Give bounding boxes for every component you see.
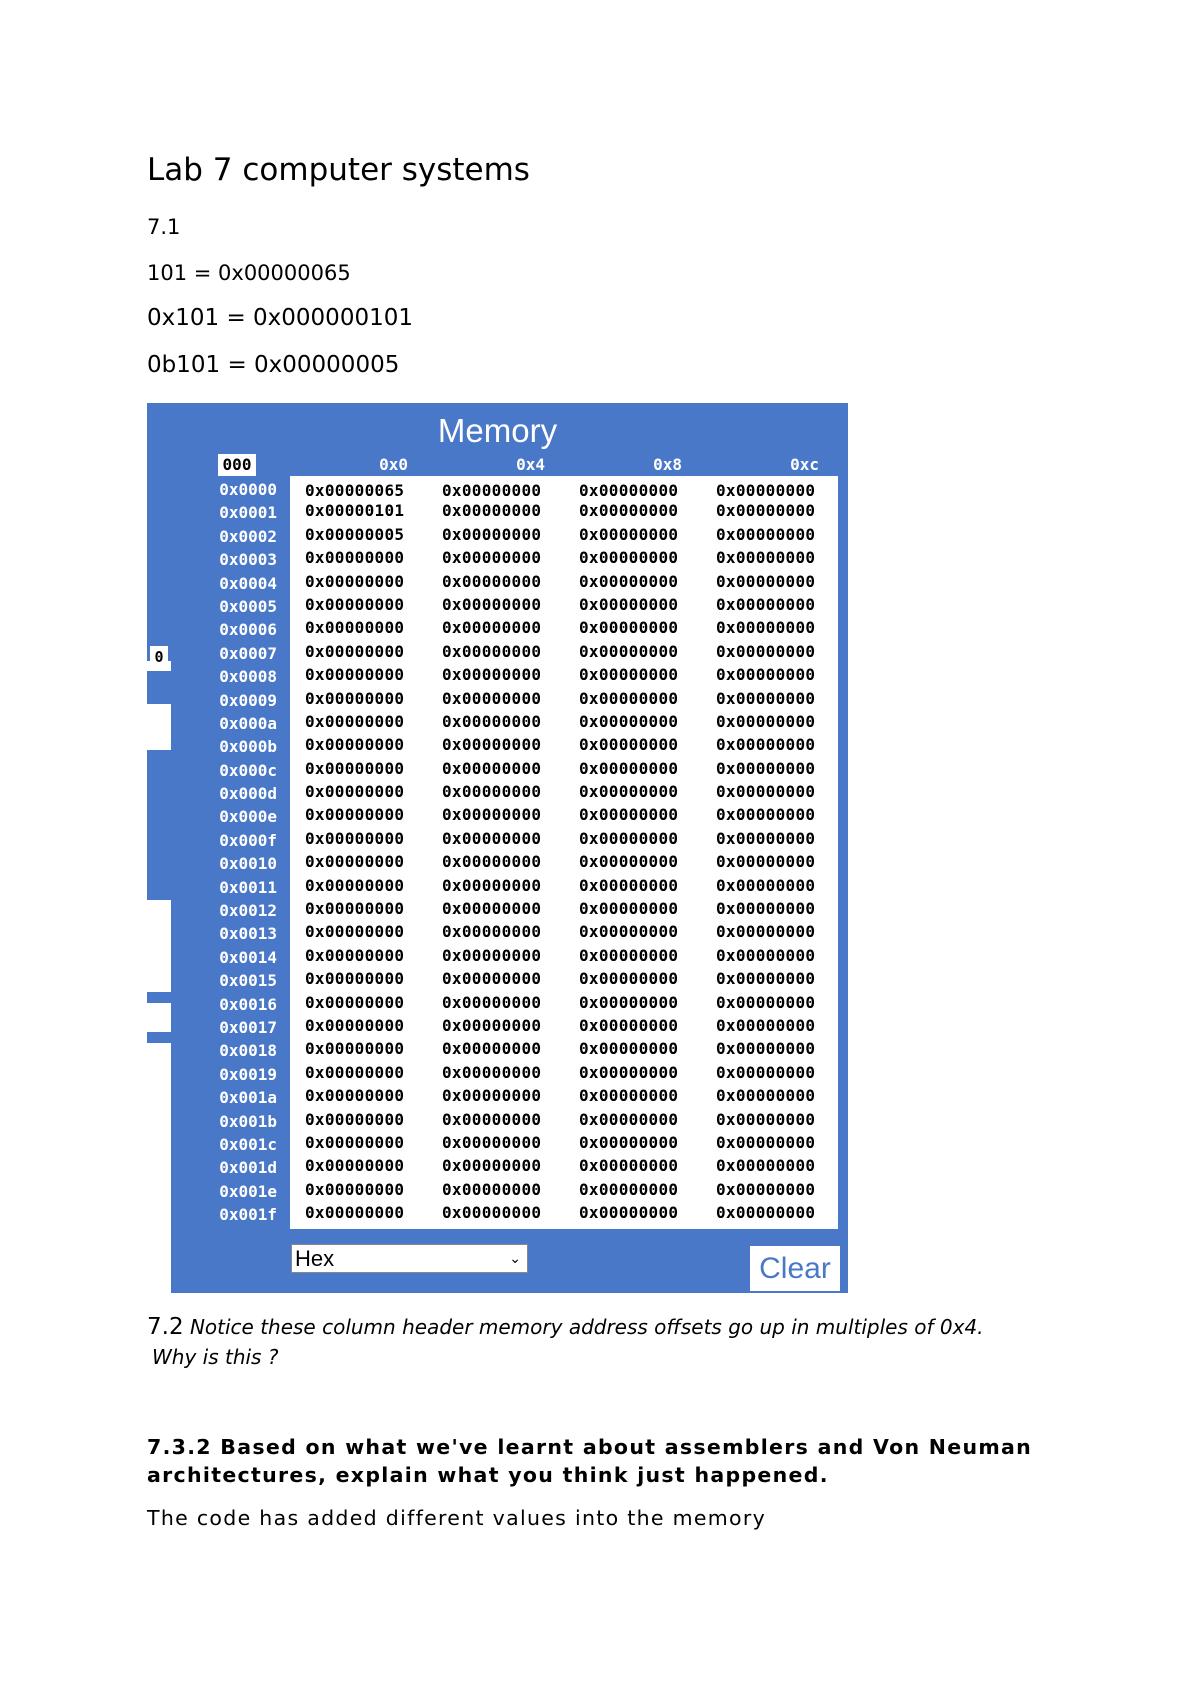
memory-cell[interactable]: 0x00000000: [579, 1062, 679, 1082]
memory-cell[interactable]: 0x00000000: [716, 735, 816, 755]
memory-cell[interactable]: 0x00000000: [442, 969, 542, 989]
memory-cell[interactable]: 0x00000101: [305, 501, 405, 521]
memory-cell[interactable]: 0x00000000: [716, 782, 816, 802]
memory-cell[interactable]: 0x00000000: [305, 665, 405, 685]
memory-cell[interactable]: 0x00000000: [305, 922, 405, 942]
row-address: 0x0002: [219, 526, 277, 546]
memory-cell[interactable]: 0x00000000: [716, 1109, 816, 1129]
memory-row: [290, 850, 838, 873]
memory-cell[interactable]: 0x00000000: [579, 875, 679, 895]
memory-cell[interactable]: 0x00000000: [305, 805, 405, 825]
memory-row: [290, 780, 838, 803]
memory-cell[interactable]: 0x00000000: [716, 852, 816, 872]
memory-cell[interactable]: 0x00000000: [442, 1109, 542, 1129]
memory-cell[interactable]: 0x00000000: [442, 852, 542, 872]
memory-row: [290, 991, 838, 1014]
memory-cell[interactable]: 0x00000000: [305, 1109, 405, 1129]
memory-cell[interactable]: 0x00000000: [442, 618, 542, 638]
memory-cell[interactable]: 0x00000000: [716, 945, 816, 965]
memory-row: [290, 499, 838, 522]
memory-row: [290, 757, 838, 780]
memory-row: [290, 640, 838, 663]
memory-cell[interactable]: 0x00000000: [579, 711, 679, 731]
row-address: 0x0009: [219, 690, 277, 710]
memory-cell[interactable]: 0x00000000: [716, 571, 816, 591]
memory-cell[interactable]: 0x00000000: [305, 828, 405, 848]
memory-cell[interactable]: 0x00000000: [579, 571, 679, 591]
memory-cell[interactable]: 0x00000000: [305, 735, 405, 755]
memory-row: [290, 897, 838, 920]
memory-panel: [147, 403, 848, 1293]
memory-cell[interactable]: 0x00000000: [442, 875, 542, 895]
row-address: 0x000d: [219, 784, 277, 804]
memory-cell[interactable]: 0x00000000: [716, 524, 816, 544]
memory-cell[interactable]: 0x00000000: [716, 828, 816, 848]
row-address: 0x001e: [219, 1181, 277, 1201]
column-header: 0x0: [379, 455, 408, 474]
row-address: 0x000f: [219, 830, 277, 850]
question-text-continued: Why is this ?: [152, 1345, 279, 1369]
memory-cell[interactable]: 0x00000000: [442, 805, 542, 825]
memory-cell[interactable]: 0x00000000: [579, 899, 679, 919]
document-title: Lab 7 computer systems: [147, 152, 530, 188]
memory-cell[interactable]: 0x00000000: [716, 594, 816, 614]
row-address: 0x0007: [219, 643, 277, 663]
memory-row: [290, 570, 838, 593]
memory-row: [290, 967, 838, 990]
row-address: 0x0015: [219, 971, 277, 991]
memory-cell[interactable]: 0x00000000: [579, 735, 679, 755]
conversion-line: 0b101 = 0x00000005: [147, 352, 400, 378]
memory-cell[interactable]: 0x00000000: [442, 922, 542, 942]
memory-cell[interactable]: 0x00000000: [716, 875, 816, 895]
left-margin-gap: [147, 1003, 171, 1032]
memory-cell[interactable]: 0x00000000: [305, 969, 405, 989]
memory-row: [290, 616, 838, 639]
memory-cell[interactable]: 0x00000000: [716, 618, 816, 638]
memory-cell[interactable]: 0x00000000: [305, 758, 405, 778]
column-header: 0x4: [516, 455, 545, 474]
memory-row: [290, 920, 838, 943]
memory-row: [290, 710, 838, 733]
row-address: 0x000b: [219, 737, 277, 757]
memory-cell[interactable]: 0x00000065: [305, 481, 405, 500]
conversion-line: 101 = 0x00000065: [147, 261, 351, 285]
memory-cell[interactable]: 0x00000000: [442, 992, 542, 1012]
question-7-3-2: 7.3.2 Based on what we've learnt about assemblers and Von Neuman architectures, explain what you think just happened.: [147, 1435, 1033, 1487]
format-select-value: Hex: [295, 1246, 335, 1271]
memory-cell[interactable]: 0x00000000: [442, 828, 542, 848]
row-address: 0x000a: [219, 713, 277, 733]
memory-cell[interactable]: 0x00000000: [716, 758, 816, 778]
memory-cell[interactable]: 0x00000000: [716, 1132, 816, 1152]
memory-cell[interactable]: 0x00000000: [305, 1086, 405, 1106]
memory-cell[interactable]: 0x00000000: [716, 992, 816, 1012]
column-header: 0xc: [790, 455, 819, 474]
memory-cell[interactable]: 0x00000000: [305, 594, 405, 614]
memory-cell[interactable]: 0x00000000: [716, 1179, 816, 1199]
memory-cell[interactable]: 0x00000000: [442, 501, 542, 521]
row-address: 0x001d: [219, 1158, 277, 1178]
memory-cell[interactable]: 0x00000000: [579, 688, 679, 708]
memory-row: [290, 944, 838, 967]
row-address: 0x0012: [219, 901, 277, 921]
memory-cell[interactable]: 0x00000000: [305, 1179, 405, 1199]
memory-cell[interactable]: 0x00000000: [716, 1156, 816, 1176]
memory-cell[interactable]: 0x00000000: [305, 1039, 405, 1059]
memory-row: [290, 593, 838, 616]
memory-cell[interactable]: 0x00000000: [579, 1109, 679, 1129]
memory-cell[interactable]: 0x00000000: [442, 1062, 542, 1082]
memory-cell[interactable]: 0x00000000: [442, 711, 542, 731]
memory-cell[interactable]: 0x00000000: [579, 548, 679, 568]
row-address: 0x0004: [219, 573, 277, 593]
memory-cell[interactable]: 0x00000000: [579, 481, 679, 500]
memory-cell[interactable]: 0x00000000: [305, 641, 405, 661]
memory-cell[interactable]: 0x00000000: [716, 481, 816, 500]
row-address: 0x0016: [219, 994, 277, 1014]
memory-row: [290, 1037, 838, 1060]
row-address: 0x0003: [219, 550, 277, 570]
row-address: 0x0018: [219, 1041, 277, 1061]
left-margin-gap: [147, 704, 171, 750]
memory-cell[interactable]: 0x00000000: [442, 1086, 542, 1106]
memory-cell[interactable]: 0x00000000: [305, 571, 405, 591]
row-address: 0x001f: [219, 1205, 277, 1225]
memory-cell[interactable]: 0x00000000: [442, 641, 542, 661]
memory-cell[interactable]: 0x00000000: [442, 548, 542, 568]
left-margin-gap: [147, 1043, 171, 1293]
memory-cell[interactable]: 0x00000000: [442, 1039, 542, 1059]
memory-cell[interactable]: 0x00000000: [579, 992, 679, 1012]
memory-cell[interactable]: 0x00000000: [305, 875, 405, 895]
memory-row: [290, 687, 838, 710]
row-address: 0x0019: [219, 1064, 277, 1084]
memory-cell[interactable]: 0x00000000: [579, 1203, 679, 1223]
question-7-2: [147, 1312, 1047, 1372]
memory-title: Memory: [437, 412, 558, 449]
memory-cell[interactable]: 0x00000000: [305, 852, 405, 872]
row-address: 0x001a: [219, 1088, 277, 1108]
memory-cell[interactable]: 0x00000000: [579, 805, 679, 825]
memory-cell[interactable]: 0x00000000: [442, 571, 542, 591]
memory-row: [290, 546, 838, 569]
memory-cell[interactable]: 0x00000000: [716, 969, 816, 989]
memory-cell[interactable]: 0x00000000: [305, 782, 405, 802]
memory-cell[interactable]: 0x00000000: [442, 758, 542, 778]
memory-row: [290, 476, 838, 499]
address-input[interactable]: 000: [218, 454, 256, 476]
memory-cell[interactable]: 0x00000000: [716, 548, 816, 568]
memory-cell[interactable]: 0x00000000: [716, 501, 816, 521]
memory-row: [290, 1154, 838, 1177]
memory-row: [290, 1178, 838, 1201]
memory-cell[interactable]: 0x00000000: [579, 641, 679, 661]
memory-cell[interactable]: 0x00000000: [579, 524, 679, 544]
memory-cell[interactable]: 0x00000000: [305, 945, 405, 965]
memory-row: [290, 1084, 838, 1107]
memory-cell[interactable]: 0x00000000: [579, 828, 679, 848]
memory-row: [290, 663, 838, 686]
row-address: 0x0006: [219, 620, 277, 640]
memory-row: [290, 1014, 838, 1037]
answer-text: The code has added different values into the memory: [147, 1506, 767, 1530]
memory-cell[interactable]: 0x00000000: [305, 1203, 405, 1223]
row-address: 0x0001: [219, 503, 277, 523]
memory-row: [290, 733, 838, 756]
memory-cell[interactable]: 0x00000000: [442, 945, 542, 965]
row-address: 0x001b: [219, 1111, 277, 1131]
row-address: 0x0000: [219, 480, 277, 499]
row-address: 0x001c: [219, 1134, 277, 1154]
memory-cell[interactable]: 0x00000000: [579, 758, 679, 778]
memory-cell[interactable]: 0x00000000: [442, 1179, 542, 1199]
memory-cell[interactable]: 0x00000000: [442, 594, 542, 614]
memory-cell[interactable]: 0x00000000: [716, 1062, 816, 1082]
column-header: 0x8: [653, 455, 682, 474]
row-address: 0x0014: [219, 947, 277, 967]
memory-cell[interactable]: 0x00000000: [716, 641, 816, 661]
memory-cell[interactable]: 0x00000000: [716, 711, 816, 731]
memory-row: [290, 1201, 838, 1224]
row-address: 0x0013: [219, 924, 277, 944]
left-margin-gap: [147, 900, 171, 992]
row-address: 0x0017: [219, 1017, 277, 1037]
memory-cell[interactable]: 0x00000000: [579, 1179, 679, 1199]
memory-cell[interactable]: 0x00000000: [579, 969, 679, 989]
memory-cell[interactable]: 0x00000000: [579, 594, 679, 614]
memory-cell[interactable]: 0x00000000: [579, 618, 679, 638]
memory-cell[interactable]: 0x00000000: [442, 665, 542, 685]
memory-row: [290, 827, 838, 850]
memory-cell[interactable]: 0x00000005: [305, 524, 405, 544]
memory-cell[interactable]: 0x00000000: [442, 1015, 542, 1035]
memory-grid: [290, 476, 838, 1229]
memory-row: [290, 523, 838, 546]
memory-cell[interactable]: 0x00000000: [579, 501, 679, 521]
pc-marker: 0: [150, 646, 168, 668]
memory-cell[interactable]: 0x00000000: [716, 1039, 816, 1059]
memory-cell[interactable]: 0x00000000: [305, 899, 405, 919]
format-select[interactable]: [291, 1244, 528, 1273]
conversion-line: 0x101 = 0x000000101: [147, 305, 413, 331]
memory-cell[interactable]: 0x00000000: [305, 711, 405, 731]
clear-button[interactable]: Clear: [750, 1246, 840, 1291]
memory-cell[interactable]: 0x00000000: [442, 899, 542, 919]
memory-cell[interactable]: 0x00000000: [579, 782, 679, 802]
memory-cell[interactable]: 0x00000000: [442, 782, 542, 802]
memory-cell[interactable]: 0x00000000: [579, 1132, 679, 1152]
memory-row: [290, 1061, 838, 1084]
memory-cell[interactable]: 0x00000000: [442, 735, 542, 755]
memory-cell[interactable]: 0x00000000: [305, 1015, 405, 1035]
memory-cell[interactable]: 0x00000000: [716, 1086, 816, 1106]
memory-cell[interactable]: 0x00000000: [305, 548, 405, 568]
memory-cell[interactable]: 0x00000000: [716, 805, 816, 825]
memory-cell[interactable]: 0x00000000: [442, 1203, 542, 1223]
row-address: 0x000e: [219, 807, 277, 827]
memory-cell[interactable]: 0x00000000: [579, 1039, 679, 1059]
memory-cell[interactable]: 0x00000000: [442, 1132, 542, 1152]
row-address: 0x0011: [219, 877, 277, 897]
memory-row: [290, 1108, 838, 1131]
memory-cell[interactable]: 0x00000000: [716, 1203, 816, 1223]
row-address: 0x0008: [219, 667, 277, 687]
memory-cell[interactable]: 0x00000000: [579, 1015, 679, 1035]
row-address: 0x000c: [219, 760, 277, 780]
memory-cell[interactable]: 0x00000000: [305, 1062, 405, 1082]
address-column: [207, 478, 277, 1227]
row-address: 0x0005: [219, 596, 277, 616]
memory-cell[interactable]: 0x00000000: [716, 665, 816, 685]
memory-cell[interactable]: 0x00000000: [442, 1156, 542, 1176]
question-number: 7.2: [147, 1314, 184, 1340]
memory-row: [290, 874, 838, 897]
memory-cell[interactable]: 0x00000000: [305, 1156, 405, 1176]
memory-cell[interactable]: 0x00000000: [442, 524, 542, 544]
memory-cell[interactable]: 0x00000000: [579, 1156, 679, 1176]
question-text: Notice these column header memory address offsets go up in multiples of 0x4.: [189, 1315, 984, 1339]
memory-row: [290, 1131, 838, 1154]
memory-cell[interactable]: 0x00000000: [579, 1086, 679, 1106]
memory-cell[interactable]: 0x00000000: [442, 688, 542, 708]
memory-cell[interactable]: 0x00000000: [716, 922, 816, 942]
memory-cell[interactable]: 0x00000000: [716, 1015, 816, 1035]
memory-cell[interactable]: 0x00000000: [442, 481, 542, 500]
memory-cell[interactable]: 0x00000000: [716, 688, 816, 708]
memory-cell[interactable]: 0x00000000: [716, 899, 816, 919]
memory-cell[interactable]: 0x00000000: [305, 688, 405, 708]
section-heading: 7.1: [147, 215, 181, 239]
memory-cell[interactable]: 0x00000000: [305, 1132, 405, 1152]
memory-cell[interactable]: 0x00000000: [579, 665, 679, 685]
chevron-down-icon: ⌄: [509, 1250, 521, 1266]
memory-cell[interactable]: 0x00000000: [579, 852, 679, 872]
memory-cell[interactable]: 0x00000000: [305, 618, 405, 638]
row-address: 0x0010: [219, 854, 277, 874]
memory-cell[interactable]: 0x00000000: [579, 922, 679, 942]
memory-cell[interactable]: 0x00000000: [305, 992, 405, 1012]
memory-cell[interactable]: 0x00000000: [579, 945, 679, 965]
memory-row: [290, 803, 838, 826]
